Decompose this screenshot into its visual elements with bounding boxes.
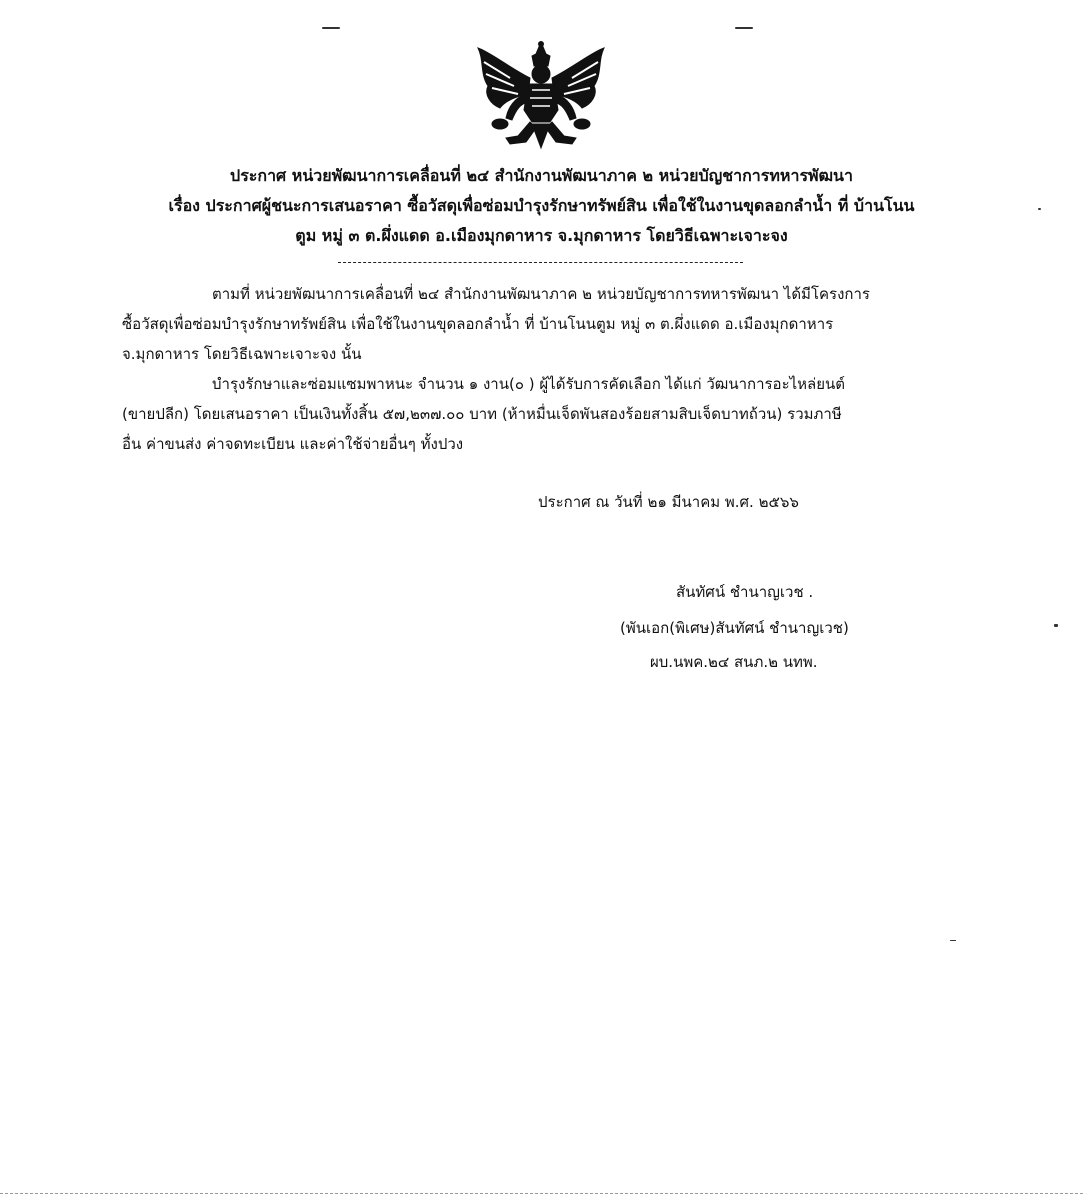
announcement-subject-line-1: เรื่อง ประกาศผู้ชนะการเสนอราคา ซื้อวัสดุเพื่อซ่อมบำรุงรักษาทรัพย์สิน เพื่อใช้ในงานขุดลอกลำน้ำ ที่ บ้านโนน	[168, 196, 915, 215]
garuda-emblem-icon	[470, 38, 612, 150]
scan-mark	[1054, 624, 1058, 627]
signatory-full-name: (พันเอก(พิเศษ)สันทัศน์ ชำนาญเวช)	[620, 619, 849, 637]
paragraph-2-line-1: บำรุงรักษาและซ่อมแซมพาหนะ จำนวน ๑ งาน(๐ ) ผู้ได้รับการคัดเลือก ได้แก่ วัฒนาการอะไหล่ยนต์	[212, 375, 846, 393]
scan-edge	[0, 1193, 1083, 1194]
signature-name: สันทัศน์ ชำนาญเวช .	[676, 583, 814, 601]
paragraph-1-line-1: ตามที่ หน่วยพัฒนาการเคลื่อนที่ ๒๔ สำนักงานพัฒนาภาค ๒ หน่วยบัญชาการทหารพัฒนา ได้มีโครงการ	[212, 285, 870, 303]
scan-mark	[322, 27, 340, 29]
paragraph-1-line-3: จ.มุกดาหาร โดยวิธีเฉพาะเจาะจง นั้น	[122, 345, 362, 363]
paragraph-2-line-3: อื่น ค่าขนส่ง ค่าจดทะเบียน และค่าใช้จ่ายอื่นๆ ทั้งปวง	[122, 435, 464, 453]
announcement-subject-line-2: ตูม หมู่ ๓ ต.ผึ่งแดด อ.เมืองมุกดาหาร จ.มุกดาหาร โดยวิธีเฉพาะเจาะจง	[295, 226, 788, 245]
paragraph-1-line-2: ซื้อวัสดุเพื่อซ่อมบำรุงรักษาทรัพย์สิน เพื่อใช้ในงานขุดลอกลำน้ำ ที่ บ้านโนนตูม หมู่ ๓ ต.ผึ่งแดด อ.เมืองมุกดาหาร	[122, 315, 834, 333]
announcement-heading-line-1: ประกาศ หน่วยพัฒนาการเคลื่อนที่ ๒๔ สำนักงานพัฒนาภาค ๒ หน่วยบัญชาการทหารพัฒนา	[230, 166, 853, 185]
scan-mark	[1038, 208, 1041, 210]
announcement-date: ประกาศ ณ วันที่ ๒๑ มีนาคม พ.ศ. ๒๕๖๖	[538, 493, 799, 511]
scan-mark	[950, 940, 956, 941]
scan-mark	[735, 27, 753, 29]
signatory-position: ผบ.นพค.๒๔ สนภ.๒ นทพ.	[650, 653, 818, 671]
paragraph-2-line-2: (ขายปลีก) โดยเสนอราคา เป็นเงินทั้งสิ้น ๕๗,๒๓๗.๐๐ บาท (ห้าหมื่นเจ็ดพันสองร้อยสามสิบเจ็ดบาทถ้วน) รวมภาษี	[122, 405, 842, 423]
heading-divider	[338, 262, 743, 263]
